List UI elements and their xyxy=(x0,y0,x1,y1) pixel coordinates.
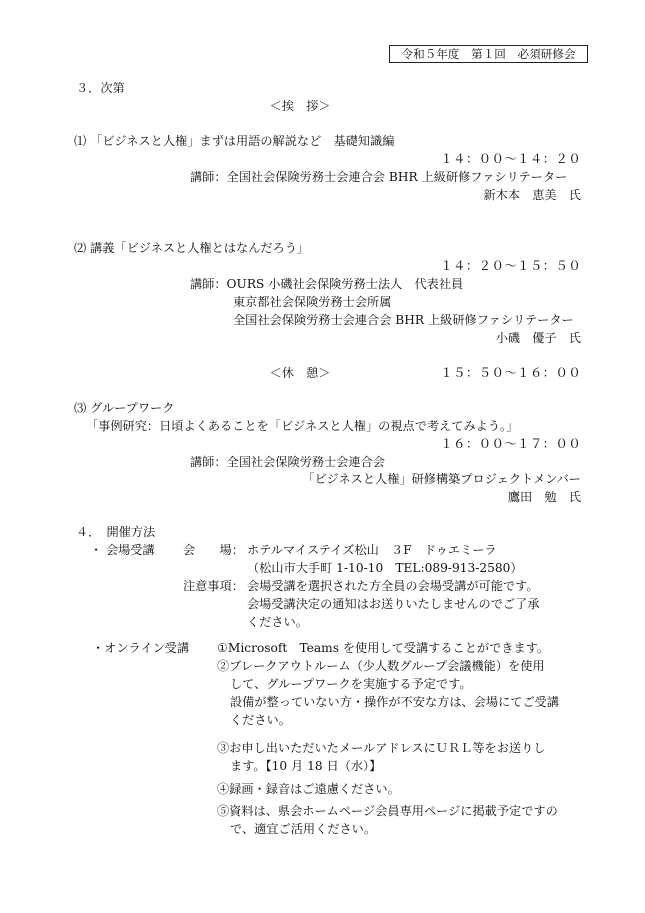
venue-label: 会 場： xyxy=(183,543,244,557)
agenda-heading: ３．次第 xyxy=(76,81,125,95)
item2-lecturer-line1: 講師：OURS 小磯社会保険労務士法人 代表社員 xyxy=(190,277,464,291)
notice-line-3: ください。 xyxy=(247,615,308,629)
online-note-3-cont: ます。【10 月 18 日（水）】 xyxy=(230,759,382,773)
item1-time: １４：００～１４：２０ xyxy=(440,151,581,166)
item3-lecturer-line1: 講師：全国社会保険労務士会連合会 xyxy=(190,455,385,469)
item3-title: ⑶ グループワーク xyxy=(74,401,175,415)
break-time: １５：５０～１６：００ xyxy=(440,365,581,380)
item2-title: ⑵ 講義「ビジネスと人権とはなんだろう」 xyxy=(74,241,310,255)
item2-speaker-name: 小磯 優子 氏 xyxy=(495,331,581,345)
online-note-5: ⑤資料は、県会ホームページ会員専用ページに掲載予定ですの xyxy=(217,804,558,818)
notice-line-2: 会場受講決定の通知はお送りいたしませんのでご了承 xyxy=(247,597,540,611)
item2-time: １４：２０～１５：５０ xyxy=(440,258,581,273)
venue-address: （松山市大手町 1-10-10 TEL:089-913-2580） xyxy=(247,561,523,575)
item3-time: １６：００～１７：００ xyxy=(440,436,581,451)
venue-value: ホテルマイステイズ松山 ３F ドゥエミーラ xyxy=(247,543,497,557)
item2-lecturer-line2: 東京都社会保険労務士会所属 xyxy=(233,295,392,309)
item3-speaker-name: 鷹田 勉 氏 xyxy=(507,490,581,504)
item2-lecturer-line3: 全国社会保険労務士会連合会 BHR 上級研修ファシリテーター xyxy=(233,313,574,327)
break-label: ＜休 憩＞ xyxy=(269,366,331,380)
online-note-3: ③お申し出いただいたメールアドレスにＵＲＬ等をお送りし xyxy=(217,741,546,755)
notice-label: 注意事項： xyxy=(183,579,244,593)
item3-lecturer-line2: 「ビジネスと人権」研修構築プロジェクトメンバー xyxy=(302,472,581,486)
notice-line-1: 会場受講を選択された方全員の会場受講が可能です。 xyxy=(247,579,539,593)
item1-speaker-name: 新木本 恵美 氏 xyxy=(483,188,581,202)
item3-subtitle: 「事例研究：日頃よくあることを「ビジネスと人権」の視点で考えてみよう。」 xyxy=(86,419,519,433)
online-note-2-extra-cont: ください。 xyxy=(230,713,291,727)
online-note-2-cont: して、グループワークを実施する予定です。 xyxy=(230,677,472,691)
session-badge: 令和５年度 第１回 必須研修会 xyxy=(389,45,588,63)
item1-lecturer: 講師：全国社会保険労務士会連合会 BHR 上級研修ファシリテーター xyxy=(190,170,568,184)
method-heading: ４． 開催方法 xyxy=(76,525,156,539)
online-note-2: ②ブレークアウトルーム（少人数グループ会議機能）を使用 xyxy=(217,659,545,673)
online-attendance-label: ・オンライン受講 xyxy=(92,641,190,655)
venue-attendance-label: 会場受講 xyxy=(106,543,155,557)
greeting-label: ＜挨 拶＞ xyxy=(269,99,331,113)
item1-title: ⑴ 「ビジネスと人権」まずは用語の解説など 基礎知識編 xyxy=(74,134,395,148)
online-note-1: ①Microsoft Teams を使用して受講することができます。 xyxy=(217,641,550,655)
online-note-4: ④録画・録音はご遠慮ください。 xyxy=(217,782,400,796)
venue-bullet: ・ xyxy=(90,543,103,557)
online-note-5-cont: で、適宜ご活用ください。 xyxy=(230,822,377,836)
online-note-2-extra: 設備が整っていない方・操作が不安な方は、会場にてご受講 xyxy=(230,695,560,709)
